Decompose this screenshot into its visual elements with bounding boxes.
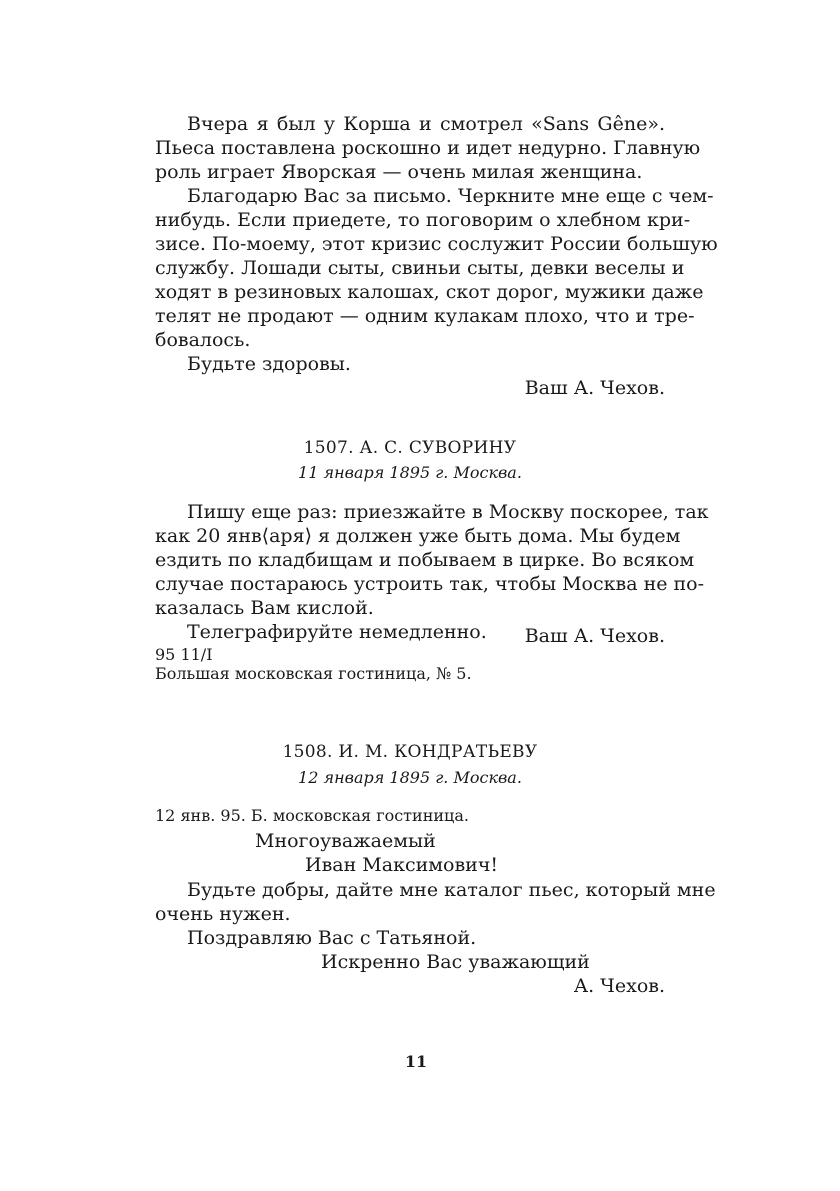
letter-1506-p2-line5: ходят в резиновых калошах, скот дорог, мужики даже	[155, 281, 704, 303]
book-page: Вчера я был у Корша и смотрел «Sans Gêne». Пьеса поставлена роскошно и идет недурно. Главную роль играет Яворская — очень милая женщина. Благодарю Вас за письмо. Черкните мне еще с чем- нибудь. Если приедете, то поговорим о хлебном кри- зисе. По-моему, этот кризис сослужит России большую службу. Лошади сыты, свиньи сыты, девки веселы и ходят в резиновых калошах, скот дорог, мужики даже телят не продают — одним кулакам плохо, что и тре- бовалось. Будьте здоровы. Ваш А. Чехов. 1507. А. С. СУВОРИНУ 11 января 1895 г. Москва. Пишу еще раз: приезжайте в Москву поскорее, так как 20 янв⟨аря⟩ я должен уже быть дома. Мы будем ездить по кладбищам и побываем в цирке. Во всяком случае постараюсь устроить так, чтобы Москва не по- казалась Вам кислой. Телеграфируйте немедленно. Ваш А. Чехов. 95 11/I Большая московская гостиница, № 5. 1508. И. М. КОНДРАТЬЕВУ 12 января 1895 г. Москва. 12 янв. 95. Б. московская гостиница. Многоуважаемый Иван Максимович! Будьте добры, дайте мне каталог пьес, который мне очень нужен. Поздравляю Вас с Татьяной. Искренно Вас уважающий А. Чехов. 11	[155, 0, 665, 1191]
letter-1506-closing: Будьте здоровы.	[187, 353, 351, 375]
letter-1506-p1-line2: Пьеса поставлена роскошно и идет недурно. Главную	[155, 137, 701, 159]
letter-1507-signature: Ваш А. Чехов.	[524, 625, 665, 647]
letter-1508-signature: А. Чехов.	[573, 975, 665, 997]
letter-1508-header-line: 12 янв. 95. Б. московская гостиница.	[155, 806, 469, 825]
letter-1508-heading: 1508. И. М. КОНДРАТЬЕВУ	[282, 742, 538, 762]
letter-1508-p1-line2: очень нужен.	[155, 903, 291, 925]
letter-1507-p1-line3: ездить по кладбищам и побываем в цирке. Во всяком	[155, 549, 695, 571]
letter-1506-p2-line2: нибудь. Если приедете, то поговорим о хлебном кри-	[155, 209, 691, 231]
letter-1507-dateline: 11 января 1895 г. Москва.	[298, 463, 522, 482]
letter-1507-closing: Телеграфируйте немедленно.	[187, 621, 487, 643]
page-number: 11	[404, 1052, 428, 1071]
letter-1507-p1-line4: случае постараюсь устроить так, чтобы Москва не по-	[155, 573, 705, 595]
letter-1508-dateline: 12 января 1895 г. Москва.	[298, 768, 522, 787]
letter-1508-closing: Поздравляю Вас с Татьяной.	[187, 927, 477, 949]
letter-1506-p2-line4: службу. Лошади сыты, свиньи сыты, девки веселы и	[155, 257, 685, 279]
letter-1507-note-address: Большая московская гостиница, № 5.	[155, 664, 472, 683]
letter-1507-heading: 1507. А. С. СУВОРИНУ	[303, 438, 517, 458]
letter-1507-p1-line2: как 20 янв⟨аря⟩ я должен уже быть дома. Мы будем	[155, 525, 681, 547]
letter-1506-p2-line7: бовалось.	[155, 329, 251, 351]
letter-1506-p2-line3: зисе. По-моему, этот кризис сослужит России большую	[155, 233, 718, 255]
letter-1507-p1-line5: казалась Вам кислой.	[155, 597, 374, 619]
letter-1506-signature: Ваш А. Чехов.	[524, 377, 665, 399]
letter-1507-note-date: 95 11/I	[155, 645, 213, 664]
letter-1506-p1-line3: роль играет Яворская — очень милая женщина.	[155, 161, 643, 183]
letter-1506-p2-line6: телят не продают — одним кулакам плохо, что и тре-	[155, 305, 695, 327]
letter-1506-p2-line1: Благодарю Вас за письмо. Черкните мне еще с чем-	[187, 185, 714, 207]
